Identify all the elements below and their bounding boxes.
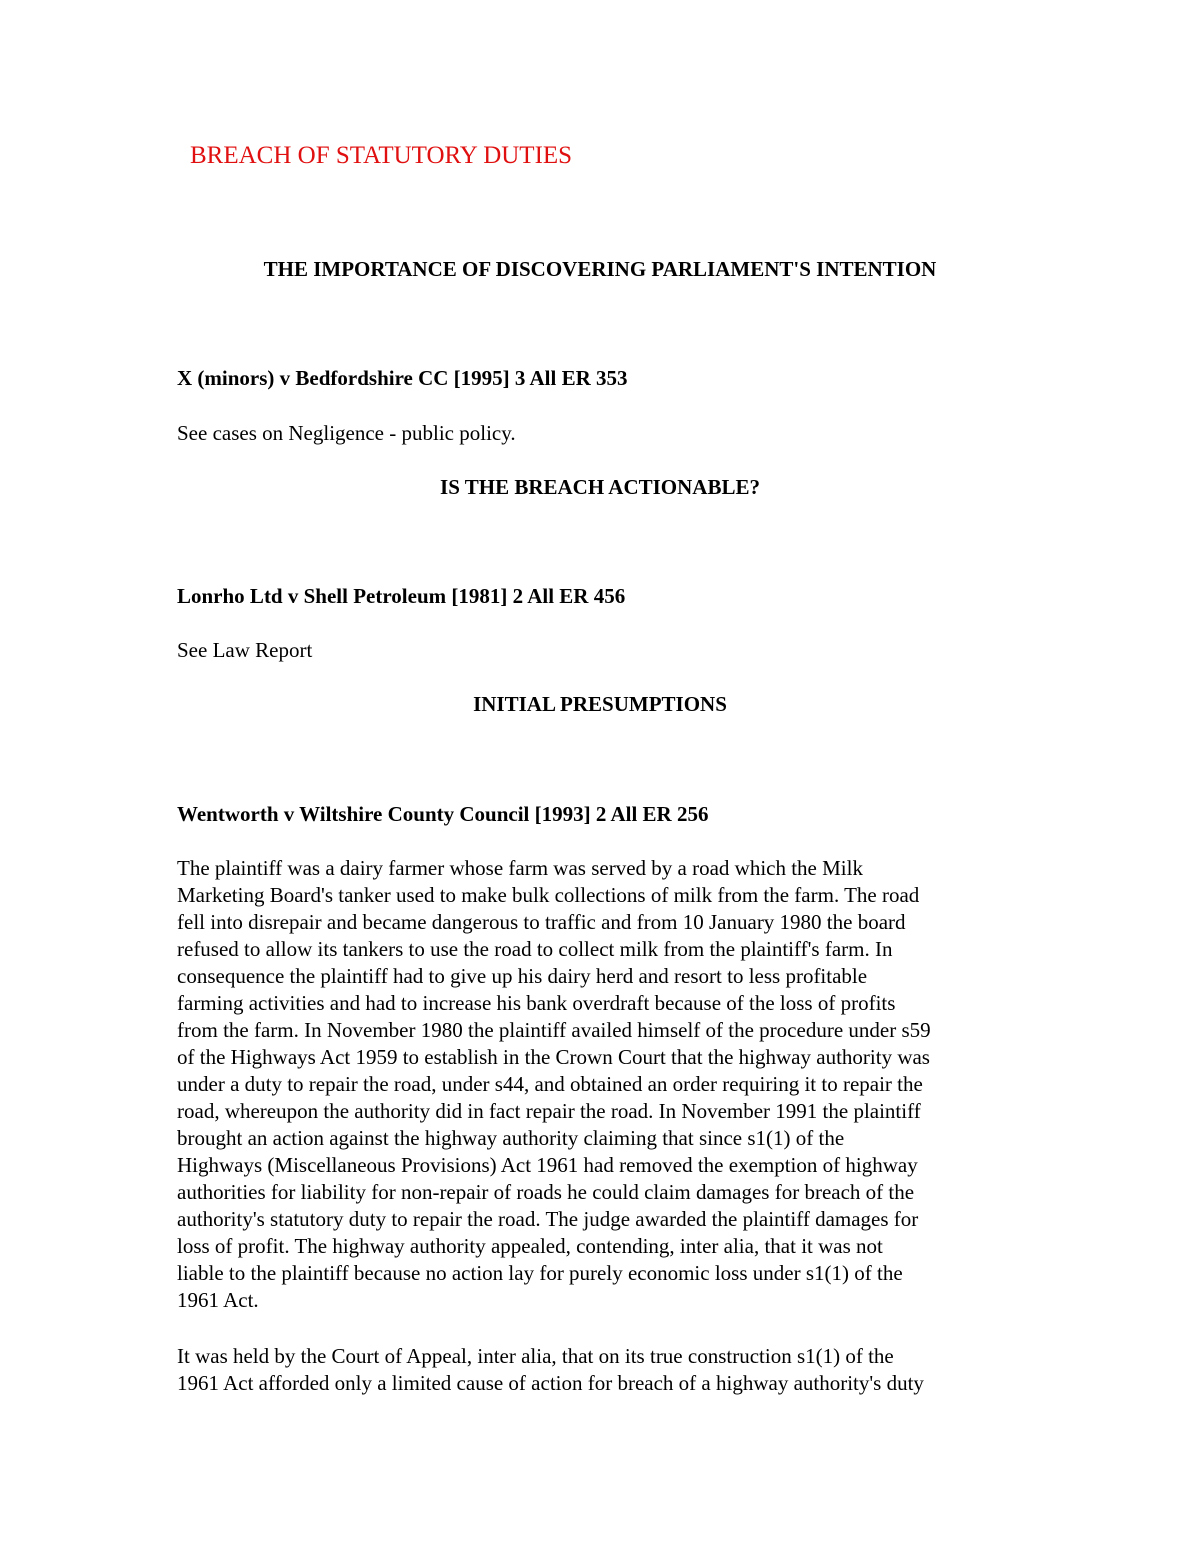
paragraph-line: liable to the plaintiff because no action lay for purely economic loss under s1(1) of the: [177, 1261, 903, 1285]
case-wentworth-v-wiltshire: Wentworth v Wiltshire County Council [1993] 2 All ER 256: [177, 802, 709, 826]
document-title: BREACH OF STATUTORY DUTIES: [190, 142, 573, 169]
paragraph-line: of the Highways Act 1959 to establish in the Crown Court that the highway authority was: [177, 1045, 930, 1069]
paragraph-line: fell into disrepair and became dangerous to traffic and from 10 January 1980 the board: [177, 910, 906, 934]
paragraph-line: authority's statutory duty to repair the road. The judge awarded the plaintiff damages for: [177, 1207, 919, 1231]
paragraph-line: consequence the plaintiff had to give up his dairy herd and resort to less profitable: [177, 964, 868, 988]
paragraph-line: The plaintiff was a dairy farmer whose farm was served by a road which the Milk: [177, 856, 863, 880]
paragraph-line: refused to allow its tankers to use the road to collect milk from the plaintiff's farm. In: [177, 937, 893, 961]
paragraph-line: farming activities and had to increase his bank overdraft because of the loss of profits: [177, 991, 896, 1015]
case-lonrho-v-shell: Lonrho Ltd v Shell Petroleum [1981] 2 All ER 456: [177, 584, 626, 608]
see-law-report-note: See Law Report: [177, 638, 313, 662]
paragraph-line: road, whereupon the authority did in fact repair the road. In November 1991 the plaintiff: [177, 1099, 921, 1123]
paragraph-held: [177, 1343, 1037, 1397]
heading-initial-presumptions: INITIAL PRESUMPTIONS: [473, 692, 727, 716]
paragraph-line: It was held by the Court of Appeal, inter alia, that on its true construction s1(1) of the: [177, 1344, 894, 1368]
heading-parliament-intention: THE IMPORTANCE OF DISCOVERING PARLIAMENT'S INTENTION: [263, 257, 937, 281]
paragraph-line: 1961 Act afforded only a limited cause of action for breach of a highway authority's duty: [177, 1371, 924, 1395]
paragraph-line: Marketing Board's tanker used to make bulk collections of milk from the farm. The road: [177, 883, 920, 907]
paragraph-line: Highways (Miscellaneous Provisions) Act 1961 had removed the exemption of highway: [177, 1153, 918, 1177]
paragraph-line: under a duty to repair the road, under s44, and obtained an order requiring it to repair the: [177, 1072, 923, 1096]
paragraph-line: from the farm. In November 1980 the plaintiff availed himself of the procedure under s59: [177, 1018, 931, 1042]
paragraph-line: loss of profit. The highway authority appealed, contending, inter alia, that it was not: [177, 1234, 883, 1258]
case-x-v-bedfordshire: X (minors) v Bedfordshire CC [1995] 3 All ER 353: [177, 366, 628, 390]
paragraph-line: authorities for liability for non-repair of roads he could claim damages for breach of the: [177, 1180, 915, 1204]
paragraph-facts: [177, 855, 1037, 1314]
paragraph-line: brought an action against the highway authority claiming that since s1(1) of the: [177, 1126, 845, 1150]
paragraph-line: 1961 Act.: [177, 1288, 259, 1312]
heading-breach-actionable: IS THE BREACH ACTIONABLE?: [440, 475, 760, 499]
see-negligence-note: See cases on Negligence - public policy.: [177, 421, 516, 445]
